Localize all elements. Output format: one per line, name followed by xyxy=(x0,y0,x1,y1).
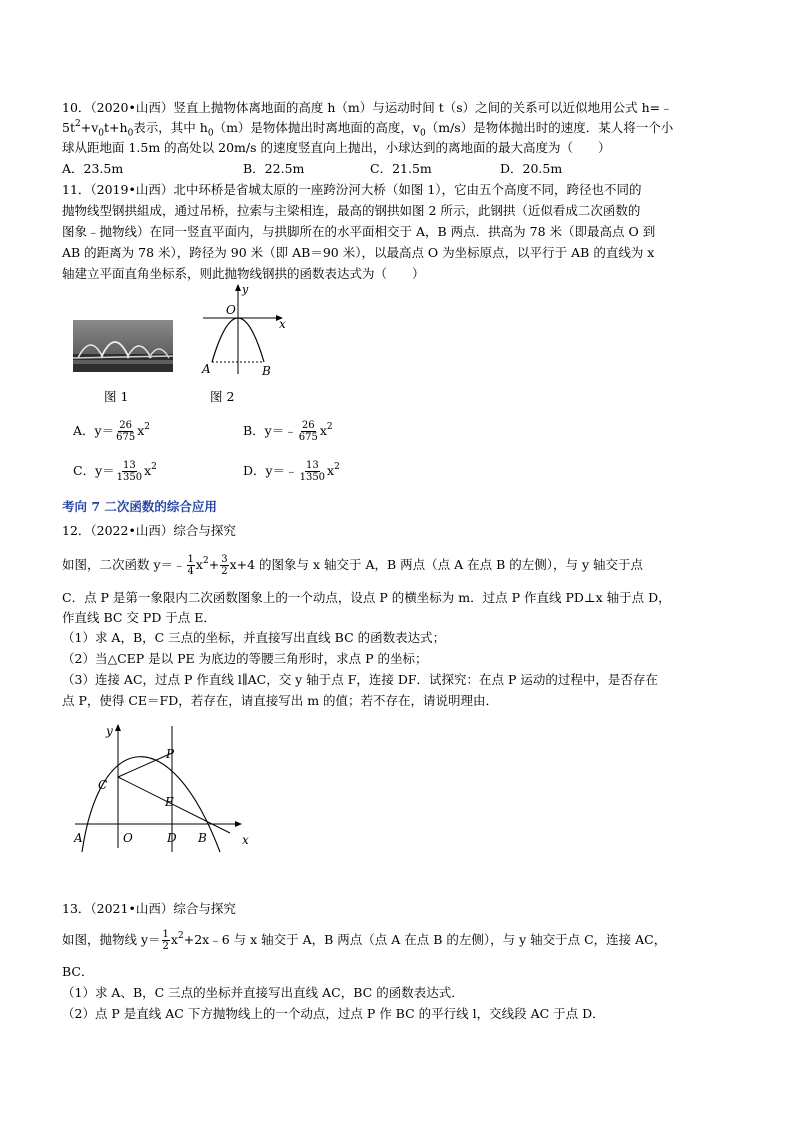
q13-line3: BC． xyxy=(62,964,94,979)
q11-option-c: C．y＝ $\frac{13}{1350}$ $x^2$ xyxy=(73,460,157,483)
y-axis-arrow xyxy=(235,284,241,291)
label-d: D xyxy=(167,831,177,845)
line-bc xyxy=(118,777,230,833)
q11-figure2-parabola xyxy=(195,282,295,380)
q11-figure1-bridge-photo xyxy=(73,320,173,372)
q13-line4: （1）求 A、B，C 三点的坐标并直接写出直线 AC，BC 的函数表达式． xyxy=(62,985,464,1000)
q11-option-a: A．y＝ $\frac{26}{675}$ $x^2$ xyxy=(73,420,150,443)
label-b: B xyxy=(198,831,207,845)
q12-line3: C．点 P 是第一象限内二次函数图象上的一个动点，设点 P 的横坐标为 m．过点 P 作直线 PD⊥x 轴于点 D， xyxy=(62,590,671,605)
section-heading: 考向 7 二次函数的综合应用 xyxy=(62,499,217,514)
q10-line3: 球从距地面 1.5m 的高处以 20m/s 的速度竖直向上抛出，小球达到的离地面的最大高度为（ ） xyxy=(62,140,611,155)
q13-line1: 13．（2021•山西）综合与探究 xyxy=(62,901,236,916)
q13-line2: 如图，抛物线 y＝ $\frac{1}{2}$ $x^2+2x﹣6$ 与 x 轴交于 A，B 两点（点 A 在点 B 的左侧），与 y 轴交于点 C，连接 AC， xyxy=(62,929,667,952)
q12-line6: （2）当△CEP 是以 PE 为底边的等腰三角形时，求点 P 的坐标； xyxy=(62,651,428,666)
q10-line2: $5t^2+v_0t+h_0$表示，其中 $h_0(m)$是物体抛出时离地面的高度，$v_0(m/s)$是物体抛出时的速度．某人将一个小 xyxy=(62,119,674,139)
label-a: A xyxy=(202,362,211,376)
q12-line4: 作直线 BC 交 PD 于点 E． xyxy=(62,610,216,625)
q11-line4: AB 的距离为 78 米），跨径为 90 米（即 AB＝90 米），以最高点 O 为坐标原点，以平行于 AB 的直线为 x xyxy=(62,245,655,260)
q11-line5: 轴建立平面直角坐标系，则此抛物线钢拱的函数表达式为（ ） xyxy=(62,266,425,281)
label-c: C xyxy=(98,778,108,792)
x-axis-arrow xyxy=(235,821,242,827)
q10-option-c: C．21.5m xyxy=(370,161,432,176)
label-b: B xyxy=(262,364,271,378)
q10-option-b: B．22.5m xyxy=(243,161,305,176)
q11-figure2-caption: 图 2 xyxy=(210,389,235,404)
q12-line2: 如图，二次函数 y＝﹣ $\frac{1}{4}$ $x^2+$ $\frac{3}{2}$ x+4 的图象与 x 轴交于 A，B 两点（点 A 在点 B 的左侧），与 y 轴交于点 xyxy=(62,554,644,577)
q10-line1: 10．（2020•山西）竖直上抛物体离地面的高度 h（m）与运动时间 t（s）之间的关系可以近似地用公式 h=﹣ xyxy=(62,100,673,115)
label-x: x xyxy=(279,317,286,331)
label-x: x xyxy=(242,833,249,847)
q12-line7: （3）连接 AC，过点 P 作直线 l∥AC，交 y 轴于点 F，连接 DF．试探究：在点 P 运动的过程中，是否存在 xyxy=(62,672,658,687)
label-y: y xyxy=(242,283,249,296)
q10-option-d: D．20.5m xyxy=(500,161,563,176)
q10-option-a: A．23.5m xyxy=(62,161,124,176)
q11-option-d: D．y＝﹣ $\frac{13}{1350}$ $x^2$ xyxy=(243,460,340,483)
label-p: P xyxy=(166,747,175,761)
q11-option-b: B．y＝﹣ $\frac{26}{675}$ $x^2$ xyxy=(243,420,333,443)
label-o: O xyxy=(226,303,236,317)
label-y: y xyxy=(106,724,113,738)
label-o: O xyxy=(123,831,133,845)
q11-line2: 抛物线型钢拱組成，通过吊桥，拉索与主梁相连，最高的钢拱如图 2 所示，此钢拱（近似看成二次函数的 xyxy=(62,203,641,218)
q11-figure1-caption: 图 1 xyxy=(104,389,129,404)
q12-line8: 点 P，使得 CE＝FD，若存在，请直接写出 m 的值；若不存在，请说明理由． xyxy=(62,693,499,708)
q11-line3: 图象﹣抛物线）在同一竖直平面内，与拱脚所在的水平面相交于 A，B 两点．拱高为 78 米（即最高点 O 到 xyxy=(62,224,656,239)
q13-line5: （2）点 P 是直线 AC 下方抛物线上的一个动点，过点 P 作 BC 的平行线 l，交线段 AC 于点 D． xyxy=(62,1006,605,1021)
label-a: A xyxy=(74,831,83,845)
q12-line1: 12．（2022•山西）综合与探究 xyxy=(62,523,236,538)
label-e: E xyxy=(165,795,174,809)
q12-figure xyxy=(70,720,260,855)
q12-line5: （1）求 A，B，C 三点的坐标，并直接写出直线 BC 的函数表达式； xyxy=(62,630,446,645)
y-axis-arrow xyxy=(115,724,121,731)
q11-line1: 11．（2019•山西）北中环桥是省城太原的一座跨汾河大桥（如图 1），它由五个高度不同，跨径也不同的 xyxy=(62,182,642,197)
